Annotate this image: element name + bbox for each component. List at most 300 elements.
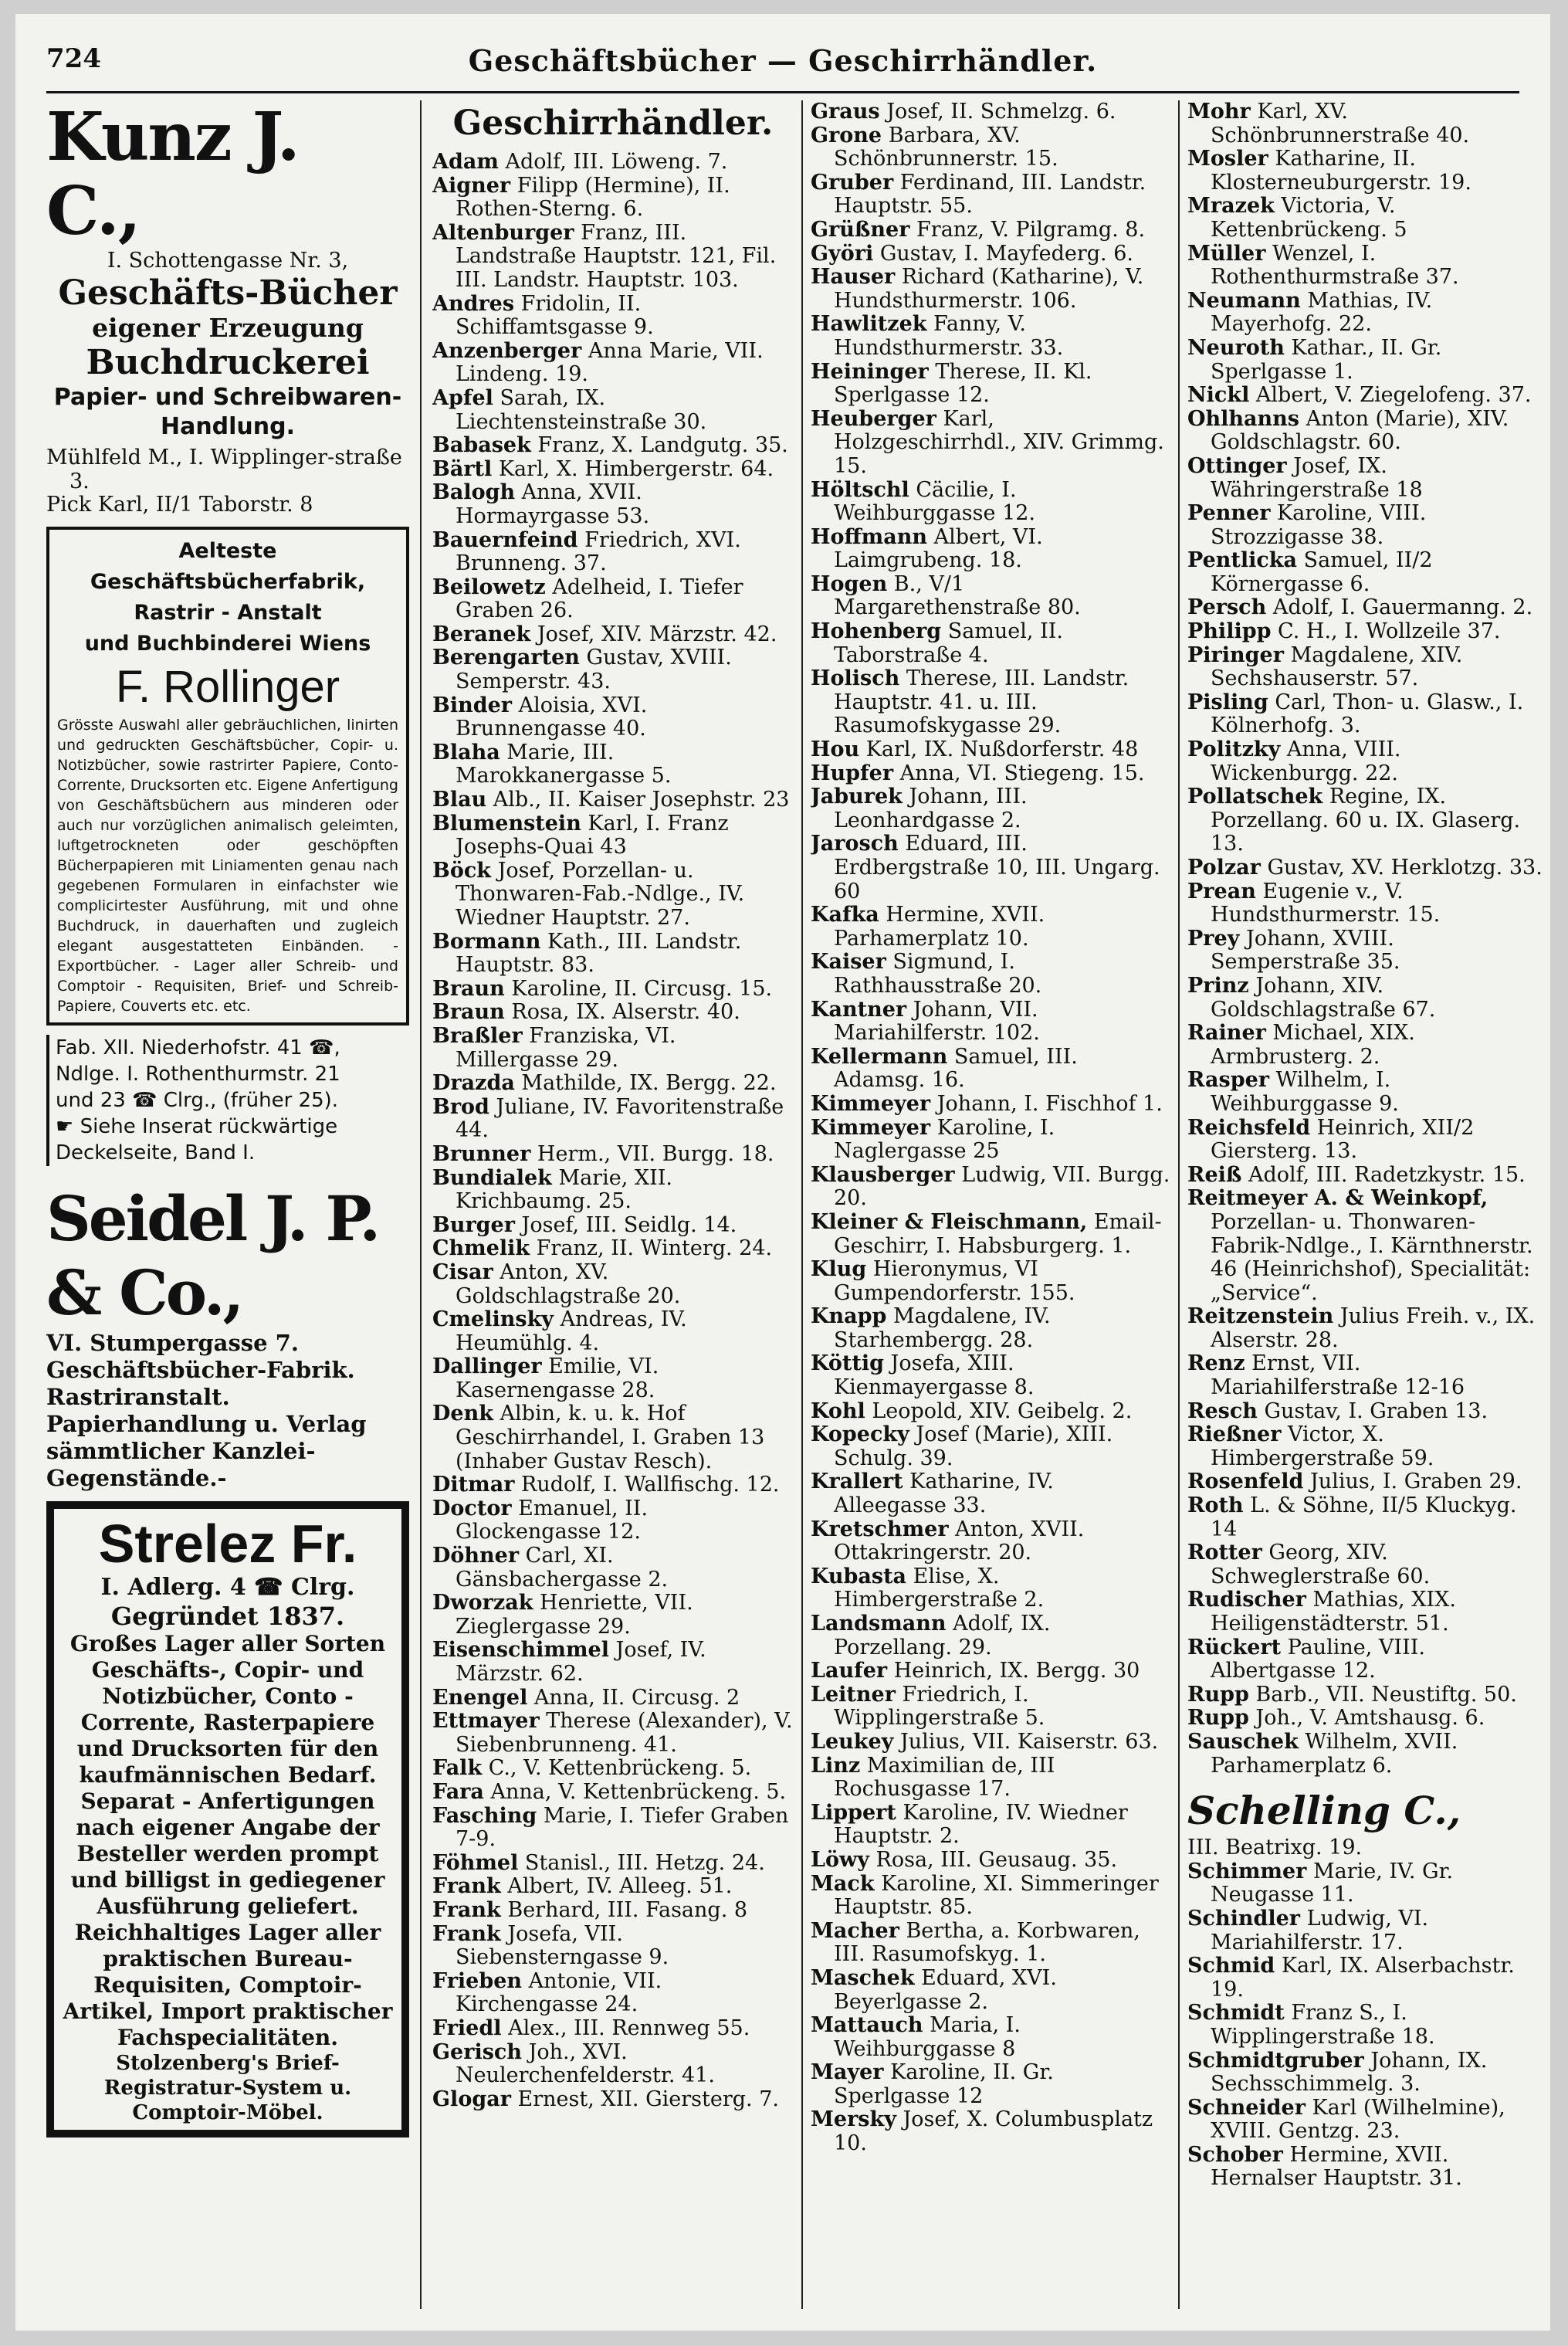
listing-name: Graus xyxy=(811,100,880,124)
listing-address: Maria, I. Weihburggasse 8 xyxy=(834,2013,1021,2061)
listing-address: Fanny, V. Hundsthurmerstr. 33. xyxy=(834,312,1064,360)
listing-entry xyxy=(432,222,794,293)
listing-name: Blau xyxy=(432,788,487,812)
listing-address: Anna, VIII. Wickenburgg. 22. xyxy=(1211,737,1401,785)
listing-entry xyxy=(1187,1164,1543,1188)
listing-entry xyxy=(1187,691,1543,738)
listing-entry xyxy=(1187,1117,1543,1164)
listing-entry xyxy=(1187,1423,1543,1470)
listing-entry xyxy=(432,1544,794,1592)
listing-name: Chmelik xyxy=(432,1236,530,1261)
listing-name: Altenburger xyxy=(432,220,574,245)
listing-entry xyxy=(1187,1636,1543,1683)
listing-entry xyxy=(1187,2144,1543,2191)
listing-address: Victoria, V. Kettenbrückeng. 5 xyxy=(1211,194,1407,242)
listing-name: Reiß xyxy=(1187,1162,1242,1187)
listing-name: Ottinger xyxy=(1187,453,1287,478)
ad-rollinger-heading: Aelteste Geschäftsbücherfabrik, xyxy=(90,538,366,594)
listing-address: Josefa, VII. Siebensterngasse 9. xyxy=(455,1921,669,1970)
listing-name: Jaburek xyxy=(811,785,903,809)
listing-entry xyxy=(811,1612,1170,1659)
listing-name: Leitner xyxy=(811,1682,896,1707)
ad-kunz-line: Papier- und Schreibwaren- xyxy=(53,384,402,411)
listing-entry xyxy=(811,219,1170,242)
listing-address: Rudolf, I. Wallfischg. 12. xyxy=(514,1473,780,1497)
listing-entry xyxy=(432,859,794,931)
listing-address: Albert, V. Ziegelofeng. 37. xyxy=(1249,383,1532,408)
listing-entry xyxy=(1187,290,1543,337)
ad-kunz-extra: Mühlfeld M., I. Wipplinger-straße 3. xyxy=(46,446,402,493)
listing-entry xyxy=(432,1781,794,1805)
listing-address: Katharine, IV. Alleegasse 33. xyxy=(834,1470,1054,1518)
ad-kunz-line: Geschäfts-Bücher xyxy=(58,273,398,313)
listing-name: Föhmel xyxy=(432,1850,519,1875)
listing-address: Franz, V. Pilgramg. 8. xyxy=(909,217,1146,242)
listing-entry xyxy=(432,1072,794,1096)
listing-name: Schelling C., xyxy=(1187,1788,1461,1834)
listing-name: Maschek xyxy=(811,1965,915,1990)
listing-name: Penner xyxy=(1187,501,1271,526)
listing-entry xyxy=(432,151,794,175)
listing-name: Roth xyxy=(1187,1493,1244,1518)
listing-name: Piringer xyxy=(1187,642,1284,667)
listing-address: Henriette, VII. Zieglergasse 29. xyxy=(455,1591,693,1639)
listing-name: Köttig xyxy=(811,1351,884,1376)
listing-address: Wenzel, I. Rothenthurmstraße 37. xyxy=(1211,241,1459,290)
listing-address: Franz, X. Landgutg. 35. xyxy=(530,433,788,458)
listing-name: Kantner xyxy=(811,997,907,1022)
listing-address: Carl, XI. Gänsbachergasse 2. xyxy=(455,1544,669,1592)
ad-kunz-line: I. Schottengasse Nr. 3, xyxy=(107,249,349,273)
listing-address: Gustav, XVIII. Semperstr. 43. xyxy=(455,646,732,694)
listing-address: Emilie, VI. Kasernengasse 28. xyxy=(455,1354,659,1402)
listing-address: Joh., V. Amtshausg. 6. xyxy=(1248,1706,1485,1731)
listing-entry xyxy=(432,1001,794,1025)
listing-address: Richard (Katharine), V. Hundsthurmerstr. 106. xyxy=(834,265,1144,313)
listing-entry xyxy=(1187,2002,1543,2049)
listing-entry xyxy=(432,623,794,647)
listing-name: Landsmann xyxy=(811,1612,947,1636)
listing-entry xyxy=(811,526,1170,573)
listing-name: Binder xyxy=(432,693,512,717)
advertisement-column xyxy=(46,100,409,2317)
listing-entry xyxy=(1187,856,1543,880)
listing-entry xyxy=(432,1639,794,1686)
page-header xyxy=(15,14,1550,83)
listing-entry xyxy=(432,175,794,222)
ad-rollinger-body: Grösste Auswahl aller gebräuchlichen, linirten und gedruckten Geschäftsbücher, Copir- u. Notizbücher, sowie rastrirter Papiere, Conto-Corrente, Drucksorten etc. Eigene Anfertigung von Geschäftsbüchern aus minderen oder auch nur vorzüglichen animalisch geleimten, luftgetrockneten oder geschöpften Bücherpapieren mit Liniamenten genau nach gegebenen Formularen in einfachster wie complicirtester Ausführung, mit und ohne Buchdruck, in dauerhaften und zugleich elegant ausgestatteten Einbänden. - Exportbücher. - Lager aller Schreib- und Comptoir - Requisiten, Brief- und Schreib-Papiere, Couverts etc. etc. xyxy=(57,716,398,1015)
listing-entry xyxy=(432,1875,794,1899)
listing-name: Hou xyxy=(811,737,860,762)
listing-address: L. & Söhne, II/5 Kluckyg. 14 xyxy=(1211,1493,1517,1541)
listing-address: Michael, XIX. Armbrusterg. 2. xyxy=(1211,1021,1415,1069)
listing-entry xyxy=(1187,1400,1543,1424)
listing-name: Brunner xyxy=(432,1141,531,1166)
ad-kunz-line: Buchdruckerei xyxy=(86,343,370,382)
listing-column-1 xyxy=(432,100,794,2317)
listing-entry xyxy=(1187,337,1543,384)
listing-address: Marie, IV. Gr. Neugasse 11. xyxy=(1211,1859,1454,1907)
listing-address: Karl (Wilhelmine), XVIII. Gentzg. 23. xyxy=(1211,2095,1505,2144)
listing-entry xyxy=(811,573,1170,620)
listing-entry xyxy=(1187,1352,1543,1399)
listing-address: Anna, XVII. Hormayrgasse 53. xyxy=(455,480,650,528)
listing-list xyxy=(432,151,794,2111)
listing-name: Hupfer xyxy=(811,761,894,785)
listing-name: Fasching xyxy=(432,1803,537,1828)
listing-name: Kohl xyxy=(811,1398,865,1423)
listing-address: Josef, II. Schmelzg. 6. xyxy=(879,100,1116,124)
listing-entry xyxy=(811,1920,1170,1967)
listing-name: Kimmeyer xyxy=(811,1091,931,1116)
listing-address: Anna, V. Kettenbrückeng. 5. xyxy=(483,1779,787,1804)
listing-name: Andres xyxy=(432,291,515,316)
listing-name: Schober xyxy=(1187,2142,1283,2167)
ad-seidel-text: VI. Stumpergasse 7. Geschäftsbücher-Fabrik. Rastriranstalt. Papierhandlung u. Verlag sämmtlicher Kanzlei-Gegenstände.- xyxy=(46,1329,367,1491)
listing-name: Hoffmann xyxy=(811,524,928,549)
listing-address: Therese (Alexander), V. Siebenbrunneng. 41. xyxy=(455,1709,793,1757)
listing-address: Karoline, VIII. Strozzigasse 38. xyxy=(1211,501,1427,549)
listing-name: Rosenfeld xyxy=(1187,1470,1304,1494)
listing-entry xyxy=(432,646,794,693)
listing-address: Kath., III. Landstr. Hauptstr. 83. xyxy=(455,929,742,978)
listing-entry xyxy=(1187,242,1543,290)
listing-address: Victor, X. Himbergerstraße 59. xyxy=(1211,1422,1434,1470)
listing-address: Wilhelm, I. Weihburggasse 9. xyxy=(1211,1068,1399,1116)
listing-address: Adolf, IX. Porzellang. 29. xyxy=(834,1612,1051,1659)
listing-address: Ernst, VII. Mariahilferstraße 12-16 xyxy=(1211,1351,1465,1400)
listing-name: Blumenstein xyxy=(432,811,581,836)
listing-entry xyxy=(811,313,1170,360)
listing-address: Anna Marie, VII. Lindeng. 19. xyxy=(455,338,764,387)
listing-name: Leukey xyxy=(811,1729,894,1754)
listing-entry xyxy=(811,1873,1170,1920)
listing-address: Friedrich, I. Wipplingerstraße 5. xyxy=(834,1682,1045,1731)
listing-entry xyxy=(811,266,1170,313)
listing-entry xyxy=(1187,1187,1543,1305)
listing-address: Marie, I. Tiefer Graben 7-9. xyxy=(455,1803,789,1852)
listing-entry xyxy=(1187,549,1543,596)
listing-address: Karoline, XI. Simmeringer Hauptstr. 85. xyxy=(834,1871,1159,1920)
listing-entry xyxy=(1187,384,1543,408)
listing-name: Kretschmer xyxy=(811,1517,949,1541)
listing-name: Lippert xyxy=(811,1800,896,1825)
listing-address: Albert, IV. Alleeg. 51. xyxy=(500,1874,733,1899)
listing-entry xyxy=(1187,1541,1543,1588)
listing-name: Braun xyxy=(432,976,505,1001)
listing-address: Magdalene, XIV. Sechshauserstr. 57. xyxy=(1211,642,1463,691)
listing-name: Neumann xyxy=(1187,288,1301,313)
listing-entry xyxy=(432,1923,794,1970)
listing-name: Beilowetz xyxy=(432,575,546,599)
page-number: 724 xyxy=(46,43,101,74)
listing-address: Johann, I. Fischhof 1. xyxy=(930,1091,1163,1116)
listing-entry xyxy=(1187,975,1543,1022)
listing-name: Mrazek xyxy=(1187,194,1275,219)
listing-address: Sigmund, I. Rathhausstraße 20. xyxy=(834,950,1042,998)
listing-name: Hauser xyxy=(811,265,896,290)
listing-entry xyxy=(811,408,1170,479)
listing-entry xyxy=(1187,1860,1543,1907)
listing-entry xyxy=(432,812,794,859)
listing-address: Pauline, VIII. Albertgasse 12. xyxy=(1211,1635,1425,1683)
listing-address: Adelheid, I. Tiefer Graben 26. xyxy=(455,575,743,623)
listing-name: Kopecky xyxy=(811,1422,909,1447)
listing-entry xyxy=(811,171,1170,219)
listing-name: Rainer xyxy=(1187,1021,1266,1046)
listing-address: Johann, XVIII. Semperstraße 35. xyxy=(1211,926,1400,975)
listing-name: Grüßner xyxy=(811,217,910,242)
listing-entry xyxy=(811,1470,1170,1517)
listing-entry xyxy=(811,1518,1170,1565)
listing-address: Josef, X. Columbusplatz 10. xyxy=(834,2107,1153,2156)
listing-entry xyxy=(432,1852,794,1876)
listing-address: Alex., III. Rennweg 55. xyxy=(501,2015,750,2040)
listing-address: Rosa, III. Geusaug. 35. xyxy=(869,1847,1118,1872)
ad-strelez xyxy=(46,1501,409,2138)
listing-address: Albert, VI. Laimgrubeng. 18. xyxy=(834,524,1043,573)
listing-name: Nickl xyxy=(1187,383,1250,408)
listing-address: Adolf, III. Radetzkystr. 15. xyxy=(1241,1162,1526,1187)
listing-name: Politzky xyxy=(1187,737,1281,762)
listing-name: Babasek xyxy=(432,433,531,458)
listing-address: Antonie, VII. Kirchengasse 24. xyxy=(455,1968,662,2017)
listing-name: Frank xyxy=(432,1921,501,1946)
listing-entry xyxy=(811,785,1170,832)
listing-address: Karl, IX. Nußdorferstr. 48 xyxy=(859,737,1139,762)
listing-name: Mohr xyxy=(1187,100,1251,124)
listing-address: Karl, Holzgeschirrhdl., XIV. Grimmg. 15. xyxy=(834,406,1164,478)
listing-address: Eduard, III. Erdbergstraße 10, III. Ungarg. 60 xyxy=(834,832,1160,903)
listing-address: Rosa, IX. Alserstr. 40. xyxy=(504,1000,740,1025)
listing-entry xyxy=(1187,408,1543,455)
listing-address: Anton, XV. Goldschlagstraße 20. xyxy=(455,1259,681,1308)
listing-entry xyxy=(1187,1707,1543,1731)
listing-address: Samuel, II. Taborstraße 4. xyxy=(834,619,1063,667)
listing-name: Laufer xyxy=(811,1659,888,1683)
listing-entry xyxy=(432,2041,794,2088)
listing-address: Karoline, II. Circusg. 15. xyxy=(504,976,773,1001)
listing-address: Elise, X. Himbergerstraße 2. xyxy=(834,1564,1045,1612)
ad-rollinger-footer-line: Fab. XII. Niederhofstr. 41 ☎, xyxy=(56,1036,340,1059)
listing-address: Georg, XIV. Schweglerstraße 60. xyxy=(1211,1541,1431,1588)
ad-rollinger-heading: Rastrir - Anstalt xyxy=(134,600,322,625)
listing-address: Johann, XIV. Goldschlagstraße 67. xyxy=(1211,973,1436,1022)
listing-address: Gustav, I. Mayfederg. 6. xyxy=(873,241,1133,266)
listing-entry xyxy=(1187,1954,1543,2002)
listing-name: Drazda xyxy=(432,1071,515,1096)
listing-entry xyxy=(432,931,794,978)
listing-address: Aloisia, XVI. Brunnengasse 40. xyxy=(455,693,648,741)
listing-address: Julius, I. Graben 29. xyxy=(1303,1470,1522,1494)
listing-address: Friedrich, XVI. Brunneng. 37. xyxy=(455,527,741,576)
listing-name: Kafka xyxy=(811,903,879,927)
listing-entry xyxy=(811,1754,1170,1802)
listing-name: Schmidtgruber xyxy=(1187,2048,1364,2073)
listing-name: Höltschl xyxy=(811,477,909,502)
ad-rollinger-footer xyxy=(46,1035,409,1166)
listing-address: Mathias, IV. Mayerhofg. 22. xyxy=(1211,288,1433,337)
listing-address: Stanisl., III. Hetzg. 24. xyxy=(518,1850,765,1875)
listing-address: Heinrich, IX. Bergg. 30 xyxy=(887,1659,1140,1683)
listing-name: Müller xyxy=(1187,241,1266,266)
listing-name: Adam xyxy=(432,150,499,174)
listing-name: Balogh xyxy=(432,480,516,505)
listing-name: Linz xyxy=(811,1753,861,1778)
listing-name: Anzenberger xyxy=(432,338,582,363)
listing-name: Polzar xyxy=(1187,856,1261,880)
listing-address: Barbara, XV. Schönbrunnerstr. 15. xyxy=(834,123,1058,171)
listing-entry xyxy=(432,387,794,434)
listing-name: Klausberger xyxy=(811,1162,955,1187)
listing-name: Jarosch xyxy=(811,832,899,856)
listing-name: Kaiser xyxy=(811,950,886,975)
listing-name: Macher xyxy=(811,1918,899,1943)
ad-strelez-line: Gegründet 1837. xyxy=(110,1601,345,1631)
listing-column-3 xyxy=(1187,100,1543,2317)
section-title: Geschirrhändler. xyxy=(452,103,774,143)
listing-address: Wilhelm, XVII. Parhamerplatz 6. xyxy=(1211,1729,1458,1778)
listing-address: Therese, II. Kl. Sperlgasse 12. xyxy=(834,359,1092,408)
listing-name: Mayer xyxy=(811,2060,884,2085)
listing-address: Marie, III. Marokkanergasse 5. xyxy=(455,740,672,788)
ad-strelez-line: Separat - Anfertigungen nach eigener Angabe der Besteller werden prompt und billigst in gediegener Ausführung geliefert. xyxy=(70,1788,385,1919)
ad-kunz-title: Kunz J. C., xyxy=(46,100,299,250)
listing-entry xyxy=(432,1970,794,2017)
listing-name: Aigner xyxy=(432,173,511,198)
listing-address: Eduard, XVI. Beyerlgasse 2. xyxy=(834,1965,1057,2014)
listing-address: Magdalene, IV. Starhembergg. 28. xyxy=(834,1304,1051,1352)
listing-entry xyxy=(432,1402,794,1473)
listing-entry xyxy=(432,1497,794,1544)
listing-address: Andreas, IV. Heumühlg. 4. xyxy=(455,1307,687,1355)
listing-name: Pisling xyxy=(1187,690,1268,714)
listing-entry xyxy=(432,1143,794,1167)
listing-name: Blaha xyxy=(432,740,500,764)
listing-entry xyxy=(1187,596,1543,620)
listing-name: Cmelinsky xyxy=(432,1307,554,1332)
page-title: Geschäftsbücher — Geschirrhändler. xyxy=(468,43,1098,78)
ad-kunz-line: eigener Erzeugung xyxy=(92,313,364,343)
listing-entry xyxy=(811,951,1170,998)
listing-entry xyxy=(432,741,794,788)
listing-entry xyxy=(811,1211,1170,1258)
listing-name: Hohenberg xyxy=(811,619,942,644)
ad-strelez-line: I. Adlerg. 4 ☎ Clrg. xyxy=(100,1573,355,1601)
listing-entry xyxy=(432,1167,794,1214)
listing-name: Eisenschimmel xyxy=(432,1638,609,1663)
listing-entry xyxy=(1187,1470,1543,1494)
listing-name: Reichsfeld xyxy=(1187,1115,1311,1140)
listing-name: Kubasta xyxy=(811,1564,907,1588)
listing-address: Therese, III. Landstr. Hauptstr. 41. u. III. Rasumofskygasse 29. xyxy=(834,666,1129,738)
listing-name: Bärtl xyxy=(432,456,493,481)
listing-name: Berengarten xyxy=(432,646,580,670)
listing-name: Rotter xyxy=(1187,1541,1262,1565)
listing-entry xyxy=(1187,927,1543,975)
listing-address: Julius Freih. v., IX. Alserstr. 28. xyxy=(1211,1304,1536,1352)
listing-name: Gerisch xyxy=(432,2039,522,2064)
ad-strelez-line: Stolzenberg's Brief-Registratur-System u. Comptoir-Möbel. xyxy=(103,2051,352,2124)
listing-address: Albin, k. u. k. Hof Geschirrhandel, I. Graben 13 (Inhaber Gustav Resch). xyxy=(455,1402,765,1473)
listing-entry xyxy=(432,1237,794,1261)
listing-address: Josef, Porzellan- u. Thonwaren-Fab.-Ndlge., IV. Wiedner Hauptstr. 27. xyxy=(455,858,745,930)
listing-entry xyxy=(1187,738,1543,785)
ad-seidel-title: Seidel J. P. & Co., xyxy=(46,1181,379,1329)
listing-entry xyxy=(811,1093,1170,1117)
listing-entry xyxy=(811,242,1170,266)
listing-address: Johann, IX. Sechsschimmelg. 3. xyxy=(1211,2048,1488,2097)
column-divider xyxy=(801,100,803,2309)
listing-name: Pollatschek xyxy=(1187,785,1323,809)
ad-rollinger-footer-line: und 23 ☎ Clrg., (früher 25). xyxy=(56,1088,339,1112)
listing-address: Franz, III. Landstraße Hauptstr. 121, Fil. III. Landstr. Hauptstr. 103. xyxy=(455,220,777,292)
listing-address: Filipp (Hermine), II. Rothen-Sterng. 6. xyxy=(455,173,730,222)
listing-address: Anton (Marie), XIV. Goldschlagstr. 60. xyxy=(1211,406,1509,455)
listing-name: Györi xyxy=(811,241,874,266)
listing-name: Rudischer xyxy=(1187,1588,1306,1612)
listing-entry xyxy=(1187,1022,1543,1069)
listing-address: Hieronymus, VI Gumpendorferstr. 155. xyxy=(834,1257,1075,1305)
listing-name: Prean xyxy=(1187,879,1256,903)
listing-entry xyxy=(811,1731,1170,1754)
listing-name: Resch xyxy=(1187,1398,1258,1423)
listing-address: Adolf, I. Gauermanng. 2. xyxy=(1266,595,1533,620)
listing-name: Ohlhanns xyxy=(1187,406,1299,431)
listing-address: Karoline, IV. Wiedner Hauptstr. 2. xyxy=(834,1800,1128,1849)
listing-entry xyxy=(811,361,1170,408)
listing-entry xyxy=(811,667,1170,738)
listing-address: Carl, Thon- u. Glasw., I. Kölnerhofg. 3. xyxy=(1211,690,1524,738)
listing-name: Frieben xyxy=(432,1968,523,1993)
listing-address: Karl, XV. Schönbrunnerstraße 40. xyxy=(1211,100,1470,147)
listing-name: Ditmar xyxy=(432,1473,515,1497)
ad-rollinger-name: F. Rollinger xyxy=(115,661,340,712)
listing-address: Josef, XIV. Märzstr. 42. xyxy=(530,622,777,646)
listing-address: Karoline, II. Gr. Sperlgasse 12 xyxy=(834,2060,1054,2108)
listing-address: Porzellan- u. Thonwaren-Fabrik-Ndlge., I. Kärnthnerstr. 46 (Heinrichshof), Specialität: „Service“. xyxy=(1211,1209,1533,1305)
listing-entry xyxy=(432,1899,794,1923)
listing-name: Glogar xyxy=(432,2087,511,2111)
listing-entry xyxy=(432,1308,794,1355)
listing-entry xyxy=(1187,502,1543,549)
ad-kunz xyxy=(46,100,409,517)
listing-entry xyxy=(432,1592,794,1639)
listing-address: Johann, VII. Mariahilferstr. 102. xyxy=(834,997,1040,1046)
header-rule xyxy=(46,91,1519,93)
listing-entry xyxy=(432,434,794,458)
listing-entry xyxy=(811,738,1170,762)
listing-entry xyxy=(811,1258,1170,1305)
listing-name: Löwy xyxy=(811,1847,869,1872)
listing-name: Doctor xyxy=(432,1496,512,1520)
listing-name: Enengel xyxy=(432,1685,528,1710)
listing-entry xyxy=(1187,195,1543,242)
listing-entry xyxy=(811,832,1170,903)
listing-address: Anna, II. Circusg. 2 xyxy=(527,1685,740,1710)
listing-entry xyxy=(1187,1731,1543,1778)
listing-entry xyxy=(1187,1494,1543,1541)
listing-name: Prinz xyxy=(1187,973,1249,998)
ad-kunz-extra: Pick Karl, II/1 Taborstr. 8 xyxy=(46,493,313,517)
listing-address: Cäcilie, I. Weihburggasse 12. xyxy=(834,477,1036,526)
listing-address: Fridolin, II. Schiffamtsgasse 9. xyxy=(455,291,654,340)
listing-name: Kimmeyer xyxy=(811,1115,931,1140)
listing-name: Falk xyxy=(432,1756,483,1781)
listing-address: Josef, IV. Märzstr. 62. xyxy=(455,1638,706,1686)
listing-name: Rasper xyxy=(1187,1068,1270,1093)
ad-rollinger-footer-line: Ndlge. I. Rothenthurmstr. 21 xyxy=(56,1062,340,1086)
